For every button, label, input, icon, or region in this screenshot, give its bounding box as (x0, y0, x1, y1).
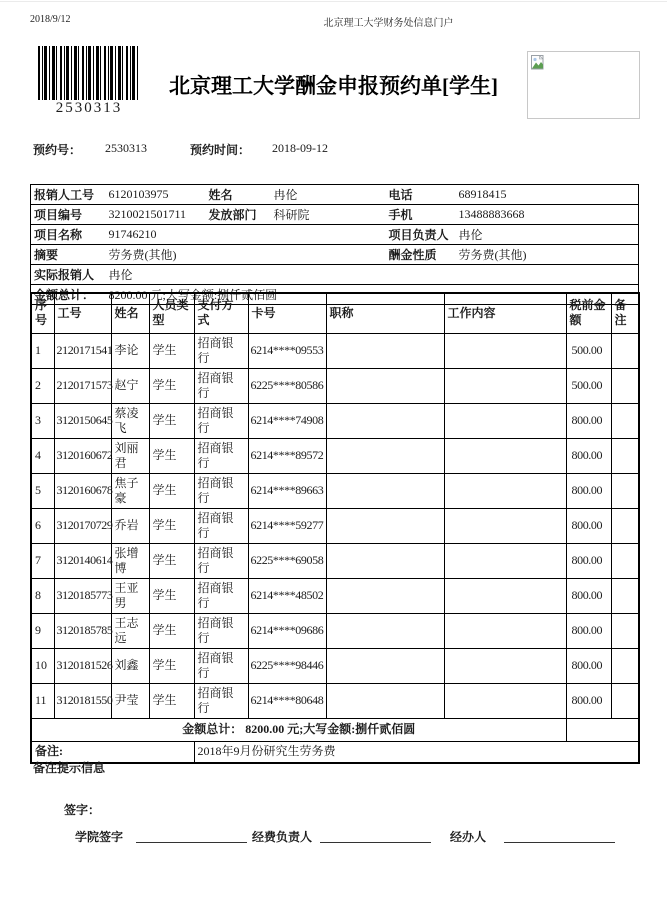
table-cell: 学生 (149, 438, 194, 473)
table-cell: 学生 (149, 333, 194, 368)
table-cell (326, 543, 444, 578)
table-cell: 5 (31, 473, 54, 508)
table-cell: 800.00 (566, 508, 611, 543)
table-cell: 6214****89663 (248, 473, 326, 508)
table-cell (611, 543, 639, 578)
sign-section-label: 签字： (64, 803, 101, 817)
table-cell: 李论 (111, 333, 149, 368)
payee-table-header-row (31, 293, 639, 333)
project-no-label: 项目编号 (31, 205, 106, 225)
table-row (31, 368, 639, 403)
claimant-info-table (30, 184, 639, 305)
broken-image-icon (531, 55, 545, 70)
table-cell: 6 (31, 508, 54, 543)
total-amount-value: 8200.00 元;大写金额:捌仟贰佰圆 (108, 288, 278, 302)
table-cell (611, 613, 639, 648)
table-cell: 招商银行 (194, 683, 248, 718)
table-cell: 招商银行 (194, 543, 248, 578)
pay-nature-value: 劳务费(其他) (456, 245, 639, 265)
reservation-time-value: 2018-09-12 (272, 141, 328, 155)
table-cell (444, 333, 566, 368)
summary-value: 劳务费(其他) (106, 245, 386, 265)
image-placeholder (527, 51, 640, 119)
table-cell: 800.00 (566, 438, 611, 473)
table-cell: 800.00 (566, 613, 611, 648)
table-total-row (31, 718, 639, 741)
table-cell: 4 (31, 438, 54, 473)
table-cell: 学生 (149, 473, 194, 508)
table-cell (444, 578, 566, 613)
page-title: 北京理工大学酬金申报预约单[学生] (169, 74, 498, 98)
table-cell (444, 648, 566, 683)
table-cell: 赵宁 (111, 368, 149, 403)
table-cell: 焦子豪 (111, 473, 149, 508)
column-header: 职称 (326, 293, 444, 333)
payee-table-body (31, 333, 639, 718)
table-cell (444, 438, 566, 473)
table-cell: 学生 (149, 403, 194, 438)
column-header: 税前金额 (566, 293, 611, 333)
column-header: 人员类型 (149, 293, 194, 333)
column-header: 支付方式 (194, 293, 248, 333)
table-cell: 6214****09553 (248, 333, 326, 368)
emp-no-value: 6120103975 (106, 185, 206, 205)
table-cell (444, 613, 566, 648)
table-cell: 6225****98446 (248, 648, 326, 683)
table-cell: 6214****74908 (248, 403, 326, 438)
table-cell: 6214****80648 (248, 683, 326, 718)
table-cell: 500.00 (566, 333, 611, 368)
table-cell: 6214****48502 (248, 578, 326, 613)
table-cell (611, 438, 639, 473)
table-row (31, 508, 639, 543)
mobile-label: 手机 (386, 205, 456, 225)
table-cell: 800.00 (566, 473, 611, 508)
table-cell: 乔岩 (111, 508, 149, 543)
dept-value: 科研院 (271, 205, 386, 225)
summary-label: 摘要 (31, 245, 106, 265)
remark-hint: 备注提示信息 (33, 761, 106, 775)
table-cell: 500.00 (566, 368, 611, 403)
actual-claimant-value: 冉伦 (106, 265, 639, 285)
table-cell (611, 508, 639, 543)
table-cell: 招商银行 (194, 438, 248, 473)
table-cell: 11 (31, 683, 54, 718)
table-cell (326, 333, 444, 368)
actual-claimant-label: 实际报销人 (31, 265, 106, 285)
phone-value: 68918415 (456, 185, 639, 205)
table-cell (444, 473, 566, 508)
info-row (31, 245, 639, 265)
table-cell (611, 473, 639, 508)
fund-leader-sign-line (320, 830, 431, 843)
table-cell: 蔡凌飞 (111, 403, 149, 438)
table-cell: 王亚男 (111, 578, 149, 613)
dept-label: 发放部门 (206, 205, 271, 225)
college-sign-line (136, 830, 247, 843)
table-remark-row (31, 741, 639, 763)
table-cell: 招商银行 (194, 578, 248, 613)
table-cell (444, 368, 566, 403)
payee-table (30, 292, 640, 764)
table-cell (611, 578, 639, 613)
table-cell: 2 (31, 368, 54, 403)
table-cell: 学生 (149, 543, 194, 578)
table-cell: 3120160678 (54, 473, 111, 508)
table-cell: 3120140614 (54, 543, 111, 578)
table-cell: 招商银行 (194, 473, 248, 508)
signature-row (0, 828, 667, 848)
table-cell: 尹莹 (111, 683, 149, 718)
table-cell (444, 683, 566, 718)
reservation-no-value: 2530313 (105, 141, 147, 155)
table-cell: 3120181526 (54, 648, 111, 683)
info-row (31, 205, 639, 225)
mobile-value: 13488883668 (456, 205, 639, 225)
table-row (31, 578, 639, 613)
table-cell: 招商银行 (194, 368, 248, 403)
table-cell: 3120160672 (54, 438, 111, 473)
table-cell: 9 (31, 613, 54, 648)
info-row (31, 225, 639, 245)
portal-title: 北京理工大学财务处信息门户 (323, 18, 454, 29)
table-cell (444, 403, 566, 438)
table-cell: 学生 (149, 368, 194, 403)
table-row (31, 473, 639, 508)
table-cell: 学生 (149, 578, 194, 613)
table-cell (326, 438, 444, 473)
table-cell: 3120185773 (54, 578, 111, 613)
column-header: 工号 (54, 293, 111, 333)
table-row (31, 403, 639, 438)
table-cell: 3120170729 (54, 508, 111, 543)
table-cell: 3 (31, 403, 54, 438)
table-cell (444, 508, 566, 543)
college-sign-label: 学院签字 (75, 830, 124, 844)
print-date: 2018/9/12 (30, 14, 71, 25)
name-value: 冉伦 (271, 185, 386, 205)
table-cell: 6225****69058 (248, 543, 326, 578)
table-cell: 6214****89572 (248, 438, 326, 473)
column-header: 工作内容 (444, 293, 566, 333)
table-cell (611, 683, 639, 718)
table-cell: 3120181550 (54, 683, 111, 718)
table-cell: 招商银行 (194, 648, 248, 683)
table-cell (326, 578, 444, 613)
table-row (31, 543, 639, 578)
column-header: 姓名 (111, 293, 149, 333)
table-cell (444, 543, 566, 578)
remark-label: 备注: (31, 741, 194, 763)
table-cell: 10 (31, 648, 54, 683)
table-total-empty-cell (566, 718, 639, 741)
table-cell (326, 508, 444, 543)
table-cell: 6214****09686 (248, 613, 326, 648)
table-cell (326, 683, 444, 718)
total-amount-label: 金额总计： (34, 288, 95, 302)
table-cell: 2120171573 (54, 368, 111, 403)
info-row (31, 185, 639, 205)
table-cell: 招商银行 (194, 613, 248, 648)
remark-value: 2018年9月份研究生劳务费 (194, 741, 639, 763)
table-cell: 刘鑫 (111, 648, 149, 683)
table-cell: 学生 (149, 613, 194, 648)
table-row (31, 613, 639, 648)
fund-leader-label: 经费负责人 (252, 830, 313, 844)
emp-no-label: 报销人工号 (31, 185, 106, 205)
project-leader-label: 项目负责人 (386, 225, 456, 245)
table-cell (326, 368, 444, 403)
column-header: 序号 (31, 293, 54, 333)
project-leader-value: 冉伦 (456, 225, 639, 245)
project-name-label: 项目名称 (31, 225, 106, 245)
table-cell: 800.00 (566, 648, 611, 683)
table-cell (611, 333, 639, 368)
table-cell: 学生 (149, 683, 194, 718)
reservation-no-label: 预约号： (33, 143, 82, 157)
barcode-number: 2530313 (38, 100, 140, 117)
table-cell: 7 (31, 543, 54, 578)
project-name-value: 91746210 (106, 225, 386, 245)
table-cell: 学生 (149, 508, 194, 543)
table-row (31, 333, 639, 368)
handler-sign-line (504, 830, 615, 843)
table-cell: 3120185785 (54, 613, 111, 648)
table-cell: 招商银行 (194, 508, 248, 543)
project-no-value: 3210021501711 (106, 205, 206, 225)
column-header: 卡号 (248, 293, 326, 333)
table-cell: 8 (31, 578, 54, 613)
table-cell: 刘丽君 (111, 438, 149, 473)
table-cell: 6214****59277 (248, 508, 326, 543)
table-cell: 3120150645 (54, 403, 111, 438)
table-cell: 1 (31, 333, 54, 368)
table-cell (326, 613, 444, 648)
table-cell: 王志远 (111, 613, 149, 648)
table-row (31, 683, 639, 718)
table-cell: 6225****80586 (248, 368, 326, 403)
phone-label: 电话 (386, 185, 456, 205)
table-cell: 800.00 (566, 683, 611, 718)
table-cell (611, 403, 639, 438)
table-cell: 800.00 (566, 578, 611, 613)
table-total: 金额总计： 8200.00 元;大写金额:捌仟贰佰圆 (31, 718, 566, 741)
table-cell (611, 648, 639, 683)
table-row (31, 438, 639, 473)
info-row (31, 265, 639, 285)
page-top-divider (0, 1, 667, 2)
table-cell: 招商银行 (194, 403, 248, 438)
table-cell: 2120171541 (54, 333, 111, 368)
table-row (31, 648, 639, 683)
table-cell (326, 648, 444, 683)
table-cell: 张增博 (111, 543, 149, 578)
column-header: 备注 (611, 293, 639, 333)
table-cell: 800.00 (566, 543, 611, 578)
handler-label: 经办人 (450, 830, 487, 844)
reservation-time-label: 预约时间： (190, 143, 251, 157)
table-cell: 学生 (149, 648, 194, 683)
table-cell (611, 368, 639, 403)
table-cell (326, 403, 444, 438)
name-label: 姓名 (206, 185, 271, 205)
pay-nature-label: 酬金性质 (386, 245, 456, 265)
table-cell (326, 473, 444, 508)
table-cell: 800.00 (566, 403, 611, 438)
table-cell: 招商银行 (194, 333, 248, 368)
